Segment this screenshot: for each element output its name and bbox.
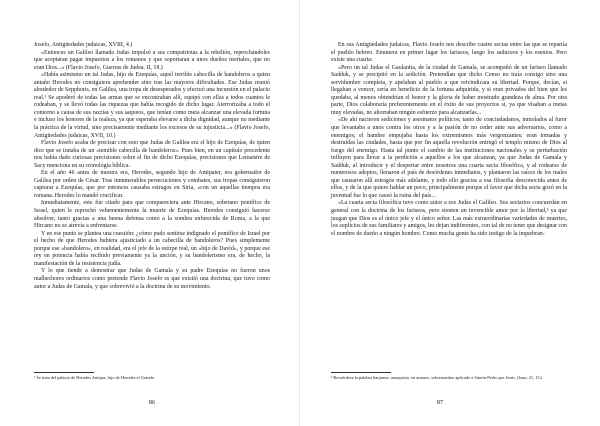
- page-number: 86: [148, 399, 156, 406]
- paragraph: Y lo que tiende a demostrar que Judas de Gamala y su padre Ezequías no fueron unos malhechores ordinarios como pretende Flavio Josefo es que existió una doctrina, que tuvo como autor a Judas de Gamala, y que sobrevivió a la doctrina de su movimiento.: [34, 268, 270, 290]
- paragraph: «Pero un tal Judas el Gaulanita, de la ciudad de Gamala, se acompañó de un fariseo llamado Sadduk, y se precipitó en la sedición. Pretendían que dicho Censo no traía consigo sino una servidumbre completa, y apelaban al pueblo a que reivindicara su libertad. Porque, decían, si llegaban a vencer, sería en beneficio de la fortuna adquirida, y si eran privados del bien que les quedaba, al menos obtendrían el honor y la gloria de haber mostrado grandeza de alma. Por otra parte, Dios colaboraría preferentemente en el éxito de sus proyectos si, ya que visaban a metas muy elevadas, no ahorraban ningún esfuerzo para alcanzarlas...: [331, 64, 567, 116]
- paragraph: «Había asimismo un tal Judas, hijo de Ezequías, aquel terrible cabecilla de bandoleros a quien antaño Herodes no consiguiera aprehender sino tras las mayores dificultades. Ese Judas reunió alrededor de Sepphoris, en Galilea, una tropa de desesperados y efectuó una incursión en el palacio real.¹ Se apoderó de todas las armas que se encontraban allí, equipó con ellas a todos cuantos le rodeaban, y se llevó todas las riquezas que había recogido de dicho lugar. Aterrorizaba a todo el contorno a causa de sus razzias y sus saqueos, que tenían como meta alcanzar una elevada fortuna e incluso los honores de la realeza, ya que esperaba elevarse a dicha dignidad, aunque no mediante la práctica de la virtud, sino precisamente mediante los excesos de su injusticia...» (Flavio Josefo, Antigüedades judaicas, XVII, 10.): [34, 72, 270, 139]
- page-number: 87: [436, 399, 444, 406]
- paragraph: Y en ese punto se plantea una cuestión: ¿cómo pudo sentirse indignado el pontífice de Israel por el hecho de que Herodes hubiera ajusticiado a un cabecilla de bandoleros? Pues simplemente porque ese «bandolero», en realidad, era el jefe de la estirpe real, un «hijo de David», y porque ese rey en potencia había recibido previamente ya la unción, y su bandolerismo era, de hecho, la manifestación de la resistencia judía.: [34, 230, 270, 267]
- footnote-rule: [34, 372, 94, 373]
- paragraph: En el año 46 antes de nuestra era, Herodes, segundo hijo de Antipater, era gobernador de Galilea por orden de César. Tras innumerables persecuciones y combates, sus tropas consiguieron capturar a Ezequías, que por entonces causaba estragos en Siria, «con un aquellas tiempos era romana. Herodes lo mandó crucificar.: [34, 170, 270, 199]
- paragraph: En sus Antigüedades judaicas, Flavio Josefo nos describe cuatro sectas entre las que se repartía el pueblo hebreo. Enumera en primer lugar los fariseos, luego los saduceos y los esenios. Pero existe una cuarta:: [331, 42, 567, 64]
- paragraph: Inmediatamente, este fue citado para que compareciera ante Hircano, soberano pontífice de Israel, quien le reprochó vehementemente la muerte de Ezequías. Herodes consiguió hacerse absolver, tanto gracias a una buena defensa como a la sombra enfurecida de Roma, a la que Hircano no se atrevía a enfrentarse.: [34, 200, 270, 230]
- paragraph: «De ahí nacieron sediciones y asesinatos políticos; tanto de conciudadanos, inmolados al furor que levantaba a unos contra los otros y a la pasión de no ceder ante sus adversarios, como a enemigos; el hambre empujaba hasta los extremismos más vergonzantes; eran tomadas y destruidas las ciudades, hasta que por fin aquella revolución entregó el templo mismo de Dios al fuego del enemigo. Hasta tal punto el cambio de las instituciones nacionales y su perturbación influyen para llevar a la perdición a aquellos a los que alcanzan, ya que Judas de Gamala y Sadduk, al introducir y el despertar entre nosotros una cuarta secta filosófica, y al rodearse de numerosos adeptos, llenaron el país de desórdenes inmediatos, y plantaron las raíces de los males que causaron allí estragos más adelante, y todo ello gracias a esa filosofía desconocida antes de ellos, y de la que quiero hablar un poco, principalmente porque el favor que dicha secta gozó en la juventud fue lo que causó la ruina del país...: [331, 117, 567, 199]
- right-page: [300, 0, 600, 426]
- footnote: ² Recuérdese la palabra barjonna: anarquista, en arameo, sobrenombre aplicado a Simón-Pedro por Jesús. (Juan, 21, 15.): [331, 375, 543, 380]
- left-page-body: [34, 42, 270, 291]
- paragraph: Flavio Josefo acaba de precisar con esto que Judas de Galilea era el hijo de Ezequías, de quien dice que se trataba de un «temible cabecilla de bandoleros». Pues bien, en un capítulo precedente nos había dado curiosas precisiones sobre el fin de dicho Ezequías, precisiones que Lemaistre de Sacy menciona en su cronología bíblica.: [34, 140, 270, 169]
- footnote-rule: [331, 372, 391, 373]
- paragraph: Josefo, Antigüedades judaicas, XVIII, 4.): [34, 42, 133, 48]
- paragraph: «La cuarta secta filosófica tuvo como autor a ese Judas el Galileo. Sus sectarios concuerdan en general con la doctrina de los fariseos, pero sienten un invencible amor por la libertad,² ya que juzgan que Dios es el único jefe y el único señor. Las más extraordinarias variedades de muertes, los suplicios de sus familiares y amigos, les dejan indiferentes, con tal de no tener que designar con el nombre de dueño a ningún hombre. Como mucha gente ha sido testigo de la inquebran-: [331, 200, 567, 237]
- footnote: ¹ Se trata del palacio de Herodes Antipas, hijo de Herodes el Grande.: [34, 375, 155, 380]
- paragraph: «Entonces un Galileo llamado Judas impulsó a sus compatriotas a la rebelión, reprochándoles que aceptaran pagar impuestos a los romanos y que soportaran a unos dueños mortales, que no eran Dios...» (Flavio Josefo, Guerras de Judea. II, 18.): [34, 49, 270, 71]
- right-page-body: [331, 42, 567, 238]
